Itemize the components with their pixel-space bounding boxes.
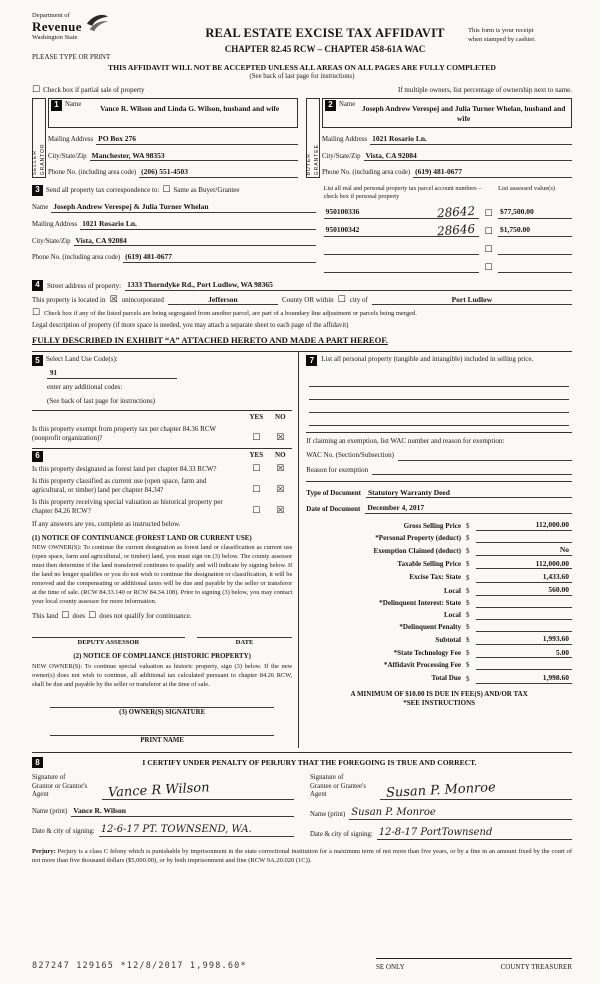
excise-tax-state-field[interactable]: 1,433.60	[476, 572, 572, 583]
assessed-value-1-field[interactable]: $77,500.00	[498, 207, 572, 219]
section-8	[32, 752, 572, 839]
grantor-signature-ink: Vance R Wilson	[107, 780, 210, 801]
unincorporated-label: unincorporated	[121, 296, 164, 305]
section6-yes-header: YES	[249, 450, 264, 459]
section-5-number: 5	[32, 355, 43, 366]
grantee-word: GRANTEE	[313, 143, 320, 176]
county-or-label: County OR within	[281, 296, 334, 305]
grantor-date-city-label: Date & city of signing:	[32, 827, 95, 835]
dollar-sign: $	[466, 598, 470, 607]
city-of-label: city of	[349, 296, 368, 305]
grantee-signature-ink: Susan P. Monroe	[385, 780, 497, 801]
parcel-number-2: 950100342	[325, 224, 360, 234]
receipt-note-line1: This form is your receipt	[468, 27, 534, 34]
excise-tax-local-field[interactable]: 560.00	[476, 585, 572, 596]
seller-city-field[interactable]: Manchester, WA 98353	[90, 151, 298, 162]
dollar-sign: $	[466, 586, 470, 595]
section-2-number: 2	[325, 100, 336, 111]
washington-state-label: Washington State	[32, 34, 78, 42]
partial-sale-label: Check box if partial sale of property	[43, 85, 145, 94]
section-3-number: 3	[32, 185, 43, 196]
personal-property-line[interactable]	[309, 374, 569, 387]
same-as-buyer-label: Same as Buyer/Grantee	[173, 186, 240, 195]
delinquent-interest-state-field[interactable]	[476, 598, 572, 608]
dollar-sign: $	[466, 560, 470, 569]
notice-compliance-title: (2) NOTICE OF COMPLIANCE (HISTORIC PROPERTY)	[73, 652, 251, 660]
treasurer-use-box	[376, 958, 572, 972]
grantor-word: GRANTOR	[39, 143, 46, 176]
corr-name-label: Name	[32, 204, 49, 212]
parcel-number-1-field[interactable]	[324, 203, 479, 220]
certify-statement: I CERTIFY UNDER PENALTY OF PERJURY THAT THE FOREGOING IS TRUE AND CORRECT.	[142, 758, 477, 768]
legal-description-label: Legal description of property (if more space is needed, you may attach a separate sheet to each page of the affidavit)	[32, 322, 349, 330]
owner-signature-line[interactable]: (3) OWNER(S) SIGNATURE	[50, 707, 274, 718]
parcel-number-4-field[interactable]	[324, 261, 479, 273]
reason-exemption-field[interactable]	[372, 466, 572, 475]
delinquent-penalty-row	[306, 622, 572, 632]
section-7	[299, 352, 572, 748]
affidavit-processing-fee-field[interactable]	[476, 661, 572, 671]
dollar-sign: $	[466, 649, 470, 658]
grantee-signature-block	[310, 774, 572, 839]
subtotal-field[interactable]: 1,993.60	[476, 634, 572, 645]
parcel-1-personal-checkbox[interactable]: ☐	[484, 208, 493, 219]
seller-name-field[interactable]: Vance R. Wilson and Linda G. Wilson, husband and wife	[100, 103, 280, 113]
excise-tax-state-label: Excise Tax: State	[409, 573, 461, 582]
section6-no-header: NO	[275, 450, 286, 459]
dollar-sign: $	[466, 674, 470, 683]
section-6	[32, 448, 292, 746]
treasurer-use-only-label: SE ONLY	[376, 962, 405, 971]
grantor-signature-field[interactable]	[102, 780, 294, 800]
grantee-name-print-field[interactable]: Susan P. Monroe	[349, 806, 572, 820]
minimum-fee-note: A MINIMUM OF $10.00 IS DUE IN FEE(S) AND/OR TAX	[350, 689, 528, 698]
county-field[interactable]: Jefferson	[168, 295, 278, 306]
parcel-numbers-header: List all real and personal property tax parcel account numbers – check box if personal property	[323, 185, 482, 200]
taxable-selling-price-label: Taxable Selling Price	[397, 560, 461, 569]
affidavit-processing-fee-row	[306, 661, 572, 671]
county-treasurer-label: COUNTY TREASURER	[500, 962, 572, 971]
dollar-sign: $	[466, 610, 470, 619]
subtotal-row	[306, 634, 572, 645]
header-left	[32, 12, 182, 62]
delinquent-penalty-field[interactable]	[476, 622, 572, 632]
grantee-date-city-field[interactable]: 12-8-17 PortTownsend	[377, 826, 572, 840]
seller-grantor-section	[32, 98, 298, 178]
grantee-signature-field[interactable]	[380, 780, 572, 800]
parcel-4-personal-checkbox[interactable]: ☐	[484, 262, 493, 273]
perjury-text: Perjury is a class C felony which is punishable by imprisonment in the state correctional institution for a maximum term of not more than five years, or by a fine in an amount fixed by the court of not more than five thousand dollars ($5,000.00), or by both imprisonment and fine (RCW 9A.20.020 (1C)).	[32, 847, 573, 864]
section-4	[32, 280, 572, 347]
wac-no-label: WAC No. (Section/Subsection)	[306, 451, 394, 460]
deputy-assessor-signature-line[interactable]: DEPUTY ASSESSOR	[32, 637, 185, 648]
deputy-date-line[interactable]: DATE	[197, 637, 293, 648]
assessed-value-3-field[interactable]	[498, 243, 572, 255]
perjury-label: Perjury:	[32, 847, 56, 855]
historic-yes-checkbox[interactable]: ☐	[252, 506, 261, 517]
forest-land-no-checkbox[interactable]: ☒	[276, 464, 285, 475]
buyer-city-label: City/State/Zip	[322, 152, 361, 160]
main-columns	[32, 351, 572, 748]
buyer-side-label	[306, 98, 320, 178]
chapter-line: CHAPTER 82.45 RCW – CHAPTER 458-61A WAC	[224, 44, 426, 55]
form-title: REAL ESTATE EXCISE TAX AFFIDAVIT	[205, 26, 445, 40]
seller-phone-field[interactable]: (206) 551-4503	[139, 167, 298, 178]
buyer-city-field[interactable]: Vista, CA 92084	[364, 151, 572, 162]
same-as-buyer-checkbox[interactable]: ☐	[162, 185, 171, 196]
grantee-date-city-label: Date & city of signing:	[310, 831, 373, 839]
section5-no-header: NO	[275, 412, 286, 421]
cashier-stamp: 827247 129165 *12/8/2017 1,998.60*	[32, 960, 247, 971]
city-of-field[interactable]: Port Ludlow	[372, 295, 572, 306]
total-due-row	[306, 673, 572, 684]
exempt-no-checkbox[interactable]: ☒	[276, 432, 285, 443]
notice-continuance-title: (1) NOTICE OF CONTINUANCE (FOREST LAND OR CURRENT USE)	[32, 534, 252, 542]
partial-sale-row	[32, 86, 572, 95]
forest-land-yes-checkbox[interactable]: ☐	[252, 464, 261, 475]
date-of-document-label: Date of Document	[306, 505, 361, 514]
parcel-number-1: 950100336	[325, 206, 360, 216]
corr-phone-label: Phone No. (including area code)	[32, 254, 121, 262]
this-land-label: This land	[32, 612, 59, 621]
grantor-signature-label: Signature of Grantor or Grantor's Agent	[32, 774, 88, 799]
dollar-sign: $	[466, 573, 470, 582]
unincorporated-checkbox[interactable]: ☒	[109, 295, 118, 306]
exempt-question-block	[32, 410, 292, 443]
exemption-claimed-field[interactable]: No	[476, 545, 572, 556]
left-column	[32, 352, 299, 748]
section-5	[32, 355, 292, 443]
total-due-label: Total Due	[431, 674, 461, 683]
dollar-sign: $	[466, 622, 470, 631]
seller-phone-label: Phone No. (including area code)	[48, 169, 137, 177]
seller-fields	[48, 98, 298, 178]
delinquent-interest-local-row	[306, 610, 572, 620]
grantee-name-print-label: Name (print)	[310, 811, 346, 819]
segregated-checkbox[interactable]: ☐	[32, 308, 41, 319]
perjury-statement	[32, 847, 572, 865]
section-6-number: 6	[32, 451, 43, 462]
additional-codes-label: enter any additional codes:	[47, 383, 123, 392]
wac-no-field[interactable]	[398, 452, 572, 461]
does-not-label: does not qualify for continuance.	[99, 612, 192, 621]
street-address-label: Street address of property:	[47, 281, 122, 290]
historic-no-checkbox[interactable]: ☒	[276, 506, 285, 517]
corr-city-field[interactable]: Vista, CA 92084	[74, 236, 316, 247]
corr-mailing-field[interactable]: 1021 Rosario Ln.	[80, 219, 315, 230]
delinquent-interest-local-field[interactable]	[476, 610, 572, 620]
exempt-yes-checkbox[interactable]: ☐	[252, 432, 261, 443]
section-4-number: 4	[32, 280, 43, 291]
corr-name-field[interactable]: Joseph Andrew Verespej & Julia Turner Whelan	[51, 202, 315, 213]
type-of-document-field[interactable]: Statutory Warranty Deed	[366, 488, 572, 499]
parcel-number-3-field[interactable]	[324, 243, 479, 255]
receipt-note-line2: when stamped by cashier.	[468, 35, 536, 43]
grantor-signature-block	[32, 774, 294, 839]
delinquent-interest-state-row	[306, 598, 572, 608]
personal-property-deduct-label: *Personal Property (deduct)	[375, 533, 461, 542]
gross-selling-price-field[interactable]: 112,000.00	[476, 520, 572, 531]
parcel-row	[324, 221, 572, 238]
buyer-name-field[interactable]: Joseph Andrew Verespej and Julia Turner Whelan, husband and wife	[361, 103, 566, 123]
seller-word: SELLER	[32, 149, 38, 176]
buyer-fields	[322, 98, 572, 178]
current-use-yes-checkbox[interactable]: ☐	[252, 485, 261, 496]
excise-tax-local-row	[306, 585, 572, 596]
dollar-sign: $	[466, 636, 470, 645]
revenue-swirl-icon	[85, 12, 109, 34]
warning-line: THIS AFFIDAVIT WILL NOT BE ACCEPTED UNLESS ALL AREAS ON ALL PAGES ARE FULLY COMPLETED	[108, 62, 496, 72]
excise-tax-local-label: Local	[444, 586, 461, 595]
document-block	[306, 481, 572, 708]
print-name-line[interactable]: PRINT NAME	[50, 735, 274, 746]
personal-property-line[interactable]	[309, 400, 569, 413]
street-address-field[interactable]: 1333 Thorndyke Rd., Port Ludlow, WA 98365	[125, 280, 572, 291]
current-use-no-checkbox[interactable]: ☒	[276, 485, 285, 496]
grantor-name-print-label: Name (print)	[32, 807, 68, 815]
revenue-label: Revenue	[32, 19, 82, 35]
section5-see-back-note: (See back of last page for instructions)	[47, 396, 156, 405]
subtotal-label: Subtotal	[435, 635, 461, 644]
section-7-number: 7	[306, 355, 317, 366]
buyer-mailing-label: Mailing Address	[322, 135, 368, 143]
assessed-value-4-field[interactable]	[498, 261, 572, 273]
located-in-label: This property is located in	[32, 296, 106, 305]
buyer-grantee-section	[306, 98, 572, 178]
section-8-number: 8	[32, 757, 43, 768]
header-center	[182, 12, 468, 56]
notice-compliance-text: NEW OWNER(S): To continue special valuation as historic property, sign (3) below. If the new owner(s) does not wish to continue, all additional tax calculated pursuant to chapter 84.26 RCW, shall be due and payable by the seller or transferor at the time of sale.	[32, 662, 293, 688]
excise-tax-state-row	[306, 572, 572, 583]
dollar-sign: $	[466, 533, 470, 542]
section-1-number: 1	[51, 100, 62, 111]
buyer-word: BUYER	[306, 152, 312, 176]
parcel-row	[324, 203, 572, 220]
seller-name-label: Name	[65, 100, 82, 108]
exemption-claimed-row	[306, 545, 572, 556]
seller-name-box	[48, 98, 298, 128]
seller-mailing-label: Mailing Address	[48, 135, 94, 143]
if-yes-note: If any answers are yes, complete as instructed below.	[32, 520, 181, 529]
multiple-owners-note: If multiple owners, list percentage of ownership next to name.	[398, 85, 572, 94]
buyer-name-label: Name	[339, 100, 356, 108]
dept-of-label: Department of	[32, 12, 70, 19]
receipt-note	[468, 12, 572, 45]
parties-section	[32, 98, 572, 178]
does-not-qualify-checkbox[interactable]: ☐	[88, 611, 97, 622]
does-label: does	[72, 612, 86, 621]
state-technology-fee-label: *State Technology Fee	[393, 649, 461, 658]
personal-property-deduct-row	[306, 533, 572, 543]
historic-property-question: Is this property receiving special valuation as historical property per chapter 84.26 RCW?	[32, 498, 223, 516]
buyer-phone-field[interactable]: (619) 481-0677	[413, 167, 572, 178]
seller-mailing-field[interactable]: PO Box 276	[96, 134, 298, 145]
exemption-block	[306, 432, 572, 474]
section5-yes-header: YES	[249, 412, 264, 421]
segregated-label: Check box if any of the listed parcels are being segregated from another parcel, are part of a boundary line adjustment or parcels being merged.	[44, 309, 417, 317]
exemption-claimed-label: Exemption Claimed (deduct)	[373, 546, 461, 555]
parcel-1-handwritten-number: 28642	[436, 203, 476, 220]
parcel-number-2-field[interactable]	[324, 221, 479, 238]
parcel-list-block	[324, 185, 572, 273]
parcel-row	[324, 243, 572, 255]
dollar-sign: $	[466, 547, 470, 556]
state-technology-fee-field[interactable]: 5.00	[476, 648, 572, 659]
partial-sale-checkbox[interactable]: ☐	[32, 84, 41, 95]
parcel-row	[324, 261, 572, 273]
grantor-date-city-field[interactable]: 12-6-17 PT. TOWNSEND, WA.	[99, 823, 294, 837]
legal-description-field[interactable]: FULLY DESCRIBED IN EXHIBIT “A” ATTACHED HERETO AND MADE A PART HEREOF.	[32, 335, 388, 346]
form-header	[32, 12, 572, 62]
forest-land-question: Is this property designated as forest land per chapter 84.33 RCW?	[32, 464, 217, 473]
corr-mailing-label: Mailing Address	[32, 220, 78, 228]
parcel-2-handwritten-number: 28646	[436, 221, 476, 238]
assessed-values-header: List assessed value(s)	[498, 185, 556, 193]
seller-side-label	[32, 98, 46, 178]
see-instructions-note: *SEE INSTRUCTIONS	[403, 698, 476, 707]
exempt-question-label: Is this property exempt from property tax per chapter 84.36 RCW (nonprofit organization)?	[32, 424, 216, 442]
exemption-claim-label: If claiming an exemption, list WAC number and reason for exemption:	[306, 437, 505, 446]
city-checkbox[interactable]: ☐	[337, 295, 346, 306]
section-3	[32, 185, 572, 273]
buyer-mailing-field[interactable]: 1021 Rosario Ln.	[370, 134, 572, 145]
delinquent-interest-state-label: *Delinquent Interest: State	[379, 598, 461, 607]
page-footer	[32, 958, 572, 972]
taxable-selling-price-field[interactable]: 112,000.00	[476, 559, 572, 570]
dollar-sign: $	[466, 661, 470, 670]
delinquent-interest-local-label: Local	[444, 610, 461, 619]
money-table	[306, 520, 572, 684]
personal-property-label: List all personal property (tangible and intangible) included in selling price.	[321, 355, 534, 364]
type-of-document-label: Type of Document	[306, 489, 361, 498]
assessed-value-2-field[interactable]: $1,750.00	[498, 225, 572, 237]
personal-property-line[interactable]	[309, 413, 569, 426]
gross-selling-price-label: Gross Selling Price	[403, 521, 461, 530]
taxable-selling-price-row	[306, 559, 572, 570]
grantor-name-print-field[interactable]: Vance R. Wilson	[71, 806, 294, 817]
state-technology-fee-row	[306, 648, 572, 659]
parcel-3-personal-checkbox[interactable]: ☐	[484, 244, 493, 255]
total-due-field[interactable]: 1,998.60	[476, 673, 572, 684]
parcel-2-personal-checkbox[interactable]: ☐	[484, 226, 493, 237]
please-type-label: PLEASE TYPE OR PRINT	[32, 52, 111, 61]
date-of-document-field[interactable]: December 4, 2017	[365, 503, 572, 514]
corr-city-label: City/State/Zip	[32, 237, 71, 245]
land-use-label: Select Land Use Code(s):	[46, 355, 118, 364]
does-qualify-checkbox[interactable]: ☐	[61, 611, 70, 622]
see-back-note: (See back of last page for instructions)	[249, 72, 355, 80]
affidavit-processing-fee-label: *Affidavit Processing Fee	[383, 661, 461, 670]
corr-phone-field[interactable]: (619) 481-0677	[123, 252, 315, 263]
revenue-logo	[32, 12, 182, 43]
dollar-sign: $	[466, 521, 470, 530]
reason-exemption-label: Reason for exemption	[306, 465, 369, 474]
delinquent-penalty-label: *Delinquent Penalty	[399, 622, 461, 631]
buyer-phone-label: Phone No. (including area code)	[322, 169, 411, 177]
notice-continuance-text: NEW OWNER(S): To continue the current designation as forest land or classification as current use (open space, farm and agricultural, or timber) land, you must sign on (3) below. The county assessor must then determine if the land transferred continues to qualify and will indicate by signing below. If the land no longer qualifies or you do not wish to continue the designation or classification, it will be removed and the compensating or additional taxes will be due and payable by the seller or transferor at the time of sale. (RCW 84.33.140 or RCW 84.34.108). Prior to signing (3) below, you may contact your local county assessor for more information.	[32, 544, 293, 606]
land-use-code-field[interactable]: 91	[47, 369, 177, 379]
seller-city-label: City/State/Zip	[48, 152, 87, 160]
send-correspondence-label: Send all property tax correspondence to:	[46, 186, 160, 195]
gross-selling-price-row	[306, 520, 572, 531]
tax-correspondence-block	[32, 185, 324, 273]
personal-property-deduct-field[interactable]	[476, 533, 572, 543]
buyer-name-box	[322, 98, 572, 128]
grantee-signature-label: Signature of Grantee or Grantee's Agent	[310, 774, 366, 799]
current-use-question: Is this property classified as current use (open space, farm and agricultural, or timber) land per chapter 84.34?	[32, 477, 207, 495]
personal-property-line[interactable]	[309, 387, 569, 400]
